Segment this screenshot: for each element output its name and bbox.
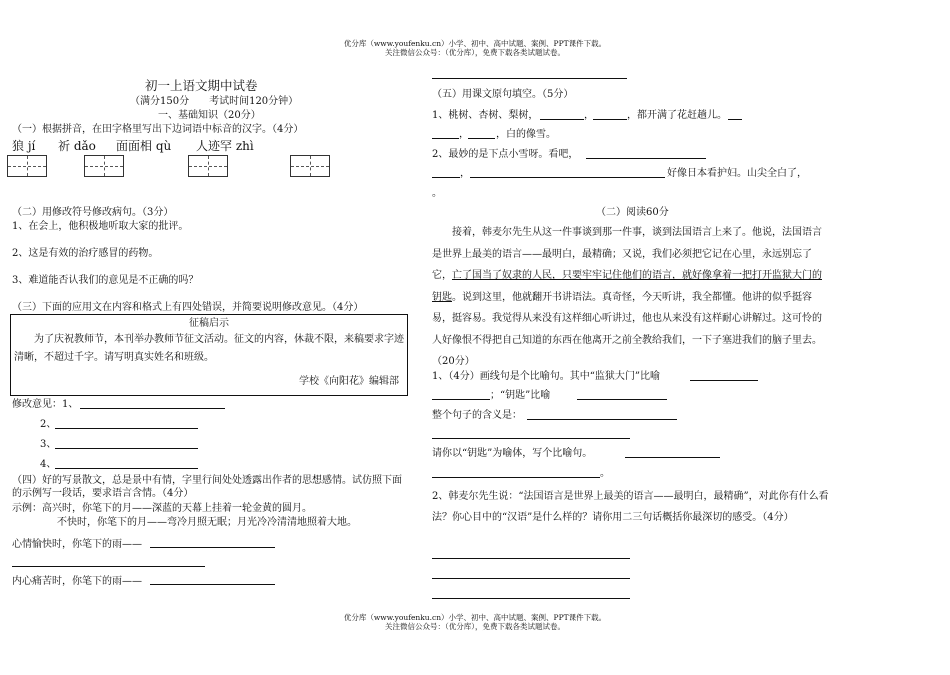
part-one-heading: 一、基础知识（20分） — [158, 110, 261, 121]
blank-5-1-e[interactable] — [468, 138, 495, 139]
blank-5-2-b[interactable] — [432, 177, 460, 178]
passage-underlined-sentence: 亡了国当了奴隶的人民，只要牢牢记住他们的语言，就好像拿着一把打开监狱大门的钥匙 — [432, 270, 822, 303]
pinyin-2: 祈 dǎo — [58, 139, 96, 153]
answer-line-rain-happy-2[interactable] — [12, 566, 205, 567]
reading-question-2: 2、韩麦尔先生说：“法国语言是世界上最美的语言——最明白，最精确”，对此你有什么看法？你心目中的“汉语”是什么样的？请你用二三句话概括你最深切的感受。（4分） — [432, 491, 829, 523]
blank-5-1-a[interactable] — [540, 119, 584, 120]
question-5-2-end: 。 — [432, 188, 442, 199]
pinyin-4: 人迹罕 zhì — [196, 139, 254, 153]
blank-5-2-c[interactable] — [470, 177, 665, 178]
notice-signature: 学校《向阳花》编辑部 — [299, 376, 399, 387]
period: 。 — [600, 468, 610, 479]
comma: ， — [459, 129, 469, 140]
advice-line-3[interactable] — [55, 448, 198, 449]
question-3: （三）下面的应用文在内容和格式上有四处错误，并简要说明修改意见。（4分） — [12, 302, 364, 313]
reading-question-1-meaning: 整个句子的含义是： — [432, 410, 522, 421]
blank-rq1-e[interactable] — [432, 438, 630, 439]
blank-5-2-a[interactable] — [586, 158, 706, 159]
writing-grid-4[interactable] — [290, 155, 330, 177]
advice-item-4: 4、 — [40, 459, 57, 470]
question-5-2-mid: 好像日本看护妇。山尖全白了， — [667, 168, 807, 179]
advice-item-3: 3、 — [40, 439, 57, 450]
question-2-item-3: 3、难道能否认我们的意见是不正确的吗？ — [12, 275, 199, 286]
exam-subtitle: （满分150分 考试时间120分钟） — [130, 96, 299, 107]
comma: ， — [584, 110, 594, 121]
advice-line-1[interactable] — [80, 408, 225, 409]
question-5: （五）用课文原句填空。（5分） — [432, 89, 574, 100]
question-5-2-start: 2、最妙的是下点小雪呀。看吧， — [432, 149, 579, 160]
comma: ， — [460, 168, 470, 179]
question-2: （二）用修改符号修改病句。（3分） — [12, 207, 174, 218]
blank-rq1-b[interactable] — [432, 399, 490, 400]
question-4-prompt-b: 内心痛苦时，你笔下的雨—— — [12, 576, 142, 587]
blank-5-1-d[interactable] — [432, 138, 459, 139]
question-5-1-start: 1、桃树、杏树、梨树， — [432, 110, 539, 121]
advice-item-2: 2、 — [40, 419, 57, 430]
header-line-2: 关注微信公众号：（优分库），免费下载各类试题试卷。 — [385, 48, 565, 57]
blank-rq1-d[interactable] — [527, 419, 677, 420]
blank-rq1-g[interactable] — [432, 477, 600, 478]
question-2-item-2: 2、这是有效的治疗感冒的药物。 — [12, 248, 159, 259]
notice-body: 为了庆祝教师节，本刊举办教师节征文活动。征文的内容，休裁不限，来稿要求字迹清晰，不超过千字。请写明真实姓名和班级。 — [14, 334, 404, 363]
footer-line-1: 优分库（www.youfenku.cn）小学、初中、高中试题、案例、PPT课件下载。 — [343, 613, 607, 622]
advice-line-2[interactable] — [55, 428, 198, 429]
pinyin-3: 面面相 qù — [116, 139, 172, 153]
advice-label: 修改意见：1、 — [12, 399, 79, 410]
notice-title: 征稿启示 — [189, 318, 229, 329]
blank-rq1-a[interactable] — [690, 380, 758, 381]
header-line-1: 优分库（www.youfenku.cn）小学、初中、高中试题、案例、PPT课件下载。 — [343, 39, 607, 48]
blank-rq1-c[interactable] — [577, 399, 667, 400]
reading-question-1: 1、（4分）画线句是个比喻句。其中“监狱大门”比喻 — [432, 371, 660, 382]
question-4: （四）好的写景散文，总是景中有情，字里行间处处透露出作者的思想感情。试仿照下面的示例写一段话，要求语言含情。（4分） — [12, 475, 402, 499]
blank-5-1-c[interactable] — [728, 119, 742, 120]
question-5-1-mid: ，都开满了花赶趟儿。 — [627, 110, 727, 121]
blank-rq2-c[interactable] — [432, 598, 630, 599]
example-1: 示例：高兴时，你笔下的月——深蓝的天幕上挂着一轮金黄的圆月。 — [12, 503, 312, 514]
question-5-1-end: ，白的像雪。 — [496, 129, 556, 140]
blank-rq2-b[interactable] — [432, 578, 630, 579]
reading-question-1-metaphor: 请你以“钥匙”为喻体，写个比喻句。 — [432, 448, 593, 459]
writing-grid-3[interactable] — [188, 155, 228, 177]
passage-text-a: 接着，韩麦尔先生从这一件事谈到那一件事，谈到法国语言上来了。他说，法国语言是世界上最美的语言——最明白，最精确；又说，我们必须把它记在心里，永远别忘了它， — [432, 227, 822, 281]
writing-grid-2[interactable] — [84, 155, 124, 177]
footer-line-2: 关注微信公众号：（优分库），免费下载各类试题试卷。 — [385, 622, 565, 631]
question-4-prompt-a: 心情愉快时，你笔下的雨—— — [12, 539, 142, 550]
reading-passage — [432, 222, 827, 373]
example-2: 不快时，你笔下的月——弯冷月照无眠；月光冷冷清清地照着大地。 — [57, 517, 357, 528]
part-two-heading: （二）阅读60分 — [596, 207, 669, 218]
answer-line-rain-sad[interactable] — [150, 584, 275, 585]
blank-rq2-a[interactable] — [432, 558, 630, 559]
answer-line-rain-happy[interactable] — [150, 547, 275, 548]
question-1: （一）根据拼音，在田字格里写出下边词语中标音的汉字。（4分） — [12, 124, 304, 135]
advice-line-4[interactable] — [55, 468, 198, 469]
answer-line-top[interactable] — [432, 78, 627, 79]
question-2-item-1: 1、在会上，他积极地听取大家的批评。 — [12, 221, 189, 232]
writing-grid-1[interactable] — [7, 155, 47, 177]
reading-question-1-key: ；“钥匙”比喻 — [490, 390, 551, 401]
blank-5-1-b[interactable] — [593, 119, 627, 120]
pinyin-1: 狼 jí — [12, 139, 36, 153]
passage-text-b: 。说到这里，他就翻开书讲语法。真奇怪，今天听讲，我全都懂。他讲的似乎挺容易，挺容易。我觉得从来没有这样细心听讲过，他也从来没有这样耐心讲解过。这可怜的人好像恨不得把自己知道的东西在他离开之前全教给我们，一下子塞进我们的脑子里去。（20分） — [432, 291, 822, 367]
blank-rq1-f[interactable] — [625, 457, 720, 458]
exam-title: 初一上语文期中试卷 — [145, 78, 258, 93]
